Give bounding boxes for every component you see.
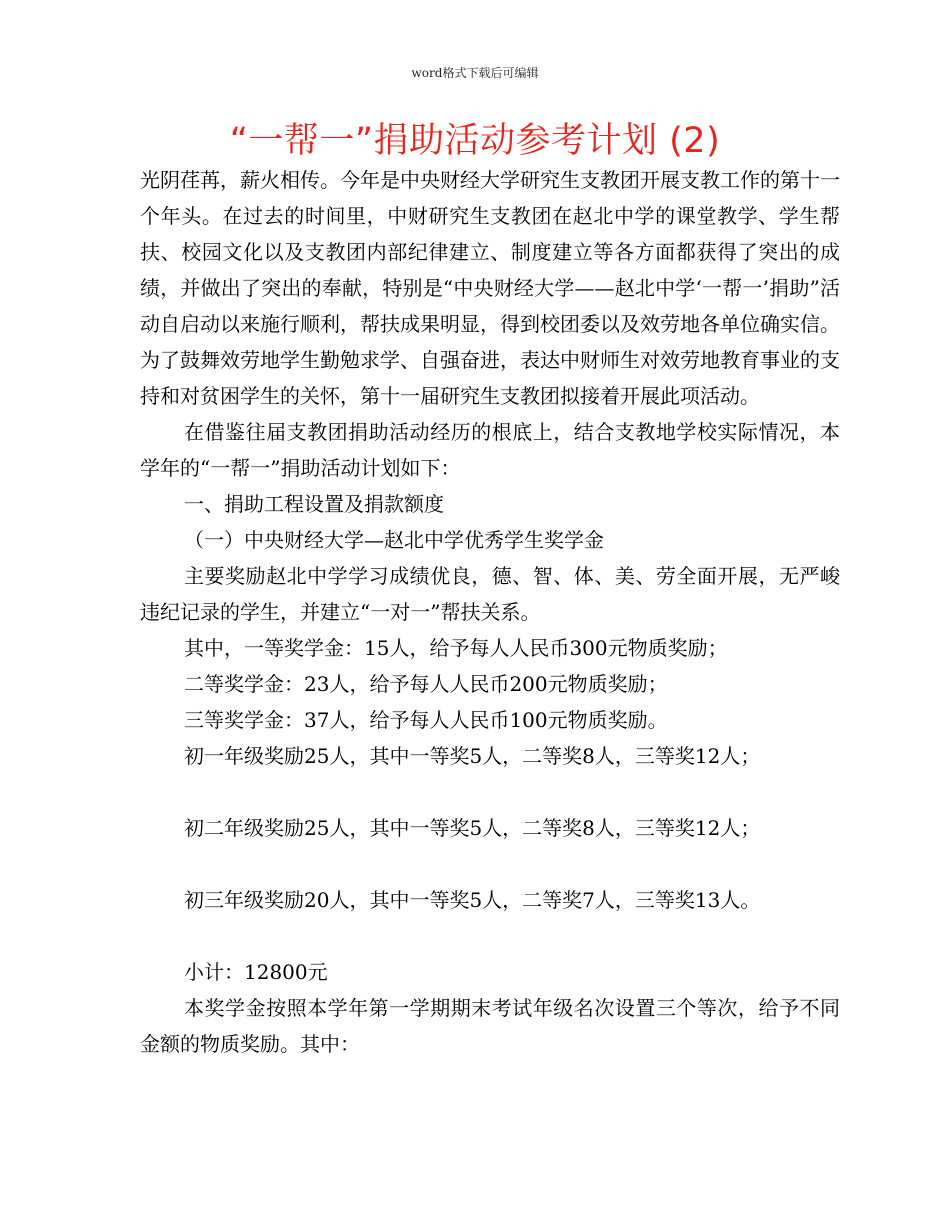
paragraph-scholarship-levels: 本奖学金按照本学年第一学期期末考试年级名次设置三个等次，给予不同金额的物质奖励。其中： [140,996,840,1056]
paragraph-grade-2: 初二年级奖励25人，其中一等奖5人，二等奖8人，三等奖12人； [184,816,761,840]
document-body [140,162,840,1062]
section-heading-1: 一、捐助工程设置及捐款额度 [184,492,444,516]
paragraph-subtotal: 小计：12800元 [184,960,328,984]
paragraph-second-prize: 二等奖学金：23人，给予每人人民币200元物质奖励； [184,672,668,696]
paragraph-first-prize: 其中，一等奖学金：15人，给予每人人民币300元物质奖励； [184,636,728,660]
paragraph-plan-lead: 在借鉴往届支教团捐助活动经历的根底上，结合支教地学校实际情况，本学年的“一帮一”捐助活动计划如下： [140,420,840,480]
paragraph-intro: 光阴荏苒，薪火相传。今年是中央财经大学研究生支教团开展支教工作的第十一个年头。在过去的时间里，中财研究生支教团在赵北中学的课堂教学、学生帮扶、校园文化以及支教团内部纪律建立、制度建立等各方面都获得了突出的成绩，并做出了突出的奉献，特别是“中央财经大学——赵北中学‘一帮一’捐助”活动自启动以来施行顺利，帮扶成果明显，得到校团委以及效劳地各单位确实信。为了鼓舞效劳地学生勤勉求学、自强奋进，表达中财师生对效劳地教育事业的支持和对贫困学生的关怀，第十一届研究生支教团拟接着开展此项活动。 [140,168,840,408]
paragraph-grade-1: 初一年级奖励25人，其中一等奖5人，二等奖8人，三等奖12人； [184,744,761,768]
paragraph-grade-3: 初三年级奖励20人，其中一等奖5人，二等奖7人，三等奖13人。 [184,888,761,912]
document-title: “一帮一”捐助活动参考计划 (2) [229,121,721,161]
paragraph-third-prize: 三等奖学金：37人，给予每人人民币100元物质奖励。 [184,708,668,732]
page-header-note: word格式下载后可编辑 [411,66,539,80]
paragraph-scholarship-criteria: 主要奖励赵北中学学习成绩优良，德、智、体、美、劳全面开展，无严峻违纪记录的学生，并建立“一对一”帮扶关系。 [140,564,840,624]
subsection-heading-1: （一）中央财经大学—赵北中学优秀学生奖学金 [184,528,604,552]
